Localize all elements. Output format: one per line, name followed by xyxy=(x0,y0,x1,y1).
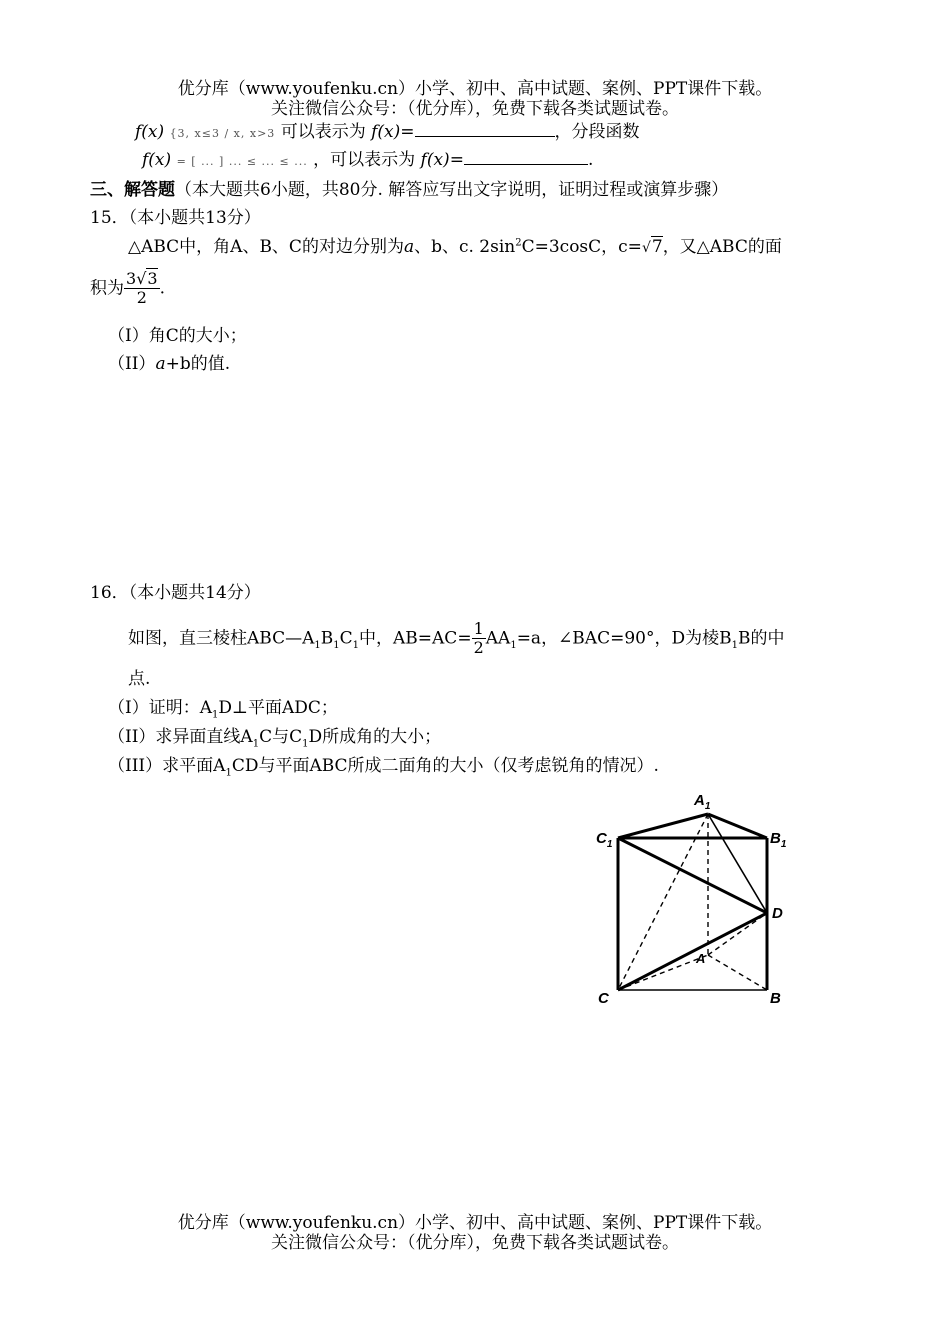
q16-part-1-b: D⊥平面ADC； xyxy=(218,698,338,718)
q16-stem-c: C xyxy=(339,628,353,649)
q16-part-3-b: CD与平面ABC所成二面角的大小（仅考虑锐角的情况）. xyxy=(231,756,659,776)
q16-part-2-sub-1: 1 xyxy=(252,738,260,750)
fill-line-2-end: . xyxy=(587,150,594,170)
q16-stem-line-1 xyxy=(128,620,784,658)
label-c: C xyxy=(598,990,609,1007)
edge-a-b xyxy=(708,955,767,990)
label-c1: $C_1$ xyxy=(596,830,613,850)
prism-figure xyxy=(590,785,800,1010)
fill-line-2-func: f(x)= xyxy=(420,150,464,170)
fill-line-1-end: ，分段函数 xyxy=(554,122,640,142)
edge-c-d xyxy=(618,913,767,990)
q16-sub-3: 1 xyxy=(352,639,360,651)
footer-line-2: 关注微信公众号：（优分库），免费下载各类试题试卷。 xyxy=(271,1233,679,1253)
q15-stem-line-1: △ABC中，角A、B、C的对边分别为a、b、c. $2\sin^2C=3\cos C$，c=√7，又△ABC的面 xyxy=(128,237,782,257)
label-b1: $B_1$ xyxy=(770,830,787,850)
q15-sup: 2 xyxy=(515,237,522,249)
q15-part-1: （I）角C的大小； xyxy=(108,326,247,346)
q15-part-2 xyxy=(108,353,230,375)
q15-part-2-pre: （II） xyxy=(108,354,156,374)
section-note: （本大题共6小题，共80分. 解答应写出文字说明，证明过程或演算步骤） xyxy=(175,180,729,200)
fill-line-1-blank[interactable] xyxy=(415,120,555,137)
q15-stem-line-2 xyxy=(90,270,165,308)
q15-stem-a: △ABC中，角A、B、C的对边分别为 xyxy=(128,237,404,257)
q16-part-2-b: C与C xyxy=(259,727,303,747)
q16-part-2-a: （II）求异面直线A xyxy=(108,727,253,747)
fill-line-2-tail: ，可以表示为 xyxy=(313,150,416,170)
q16-fraction xyxy=(472,620,486,658)
edge-a1-c xyxy=(618,814,708,990)
q16-frac-num: 1 xyxy=(473,619,484,638)
fill-line-1-func: f(x)= xyxy=(371,122,415,142)
q15-var-a: a xyxy=(403,237,415,257)
q16-part-2 xyxy=(108,726,441,750)
fill-line-2-blank[interactable] xyxy=(464,148,588,165)
q16-stem-f: =a，∠BAC=90°，D为棱B xyxy=(516,628,732,649)
q15-area-end: . xyxy=(159,278,165,299)
q16-sub-1: 1 xyxy=(314,639,321,651)
q15-area-fraction: $\frac{3√3}{2}$ xyxy=(126,269,158,308)
q15-area-prefix: 积为 xyxy=(90,278,124,299)
q16-part-1-a: （I）证明：A xyxy=(108,698,212,718)
q15-part-2-var: a xyxy=(155,354,166,374)
q16-part-3 xyxy=(108,755,659,779)
q16-part-1 xyxy=(108,697,338,721)
q16-part-3-sub: 1 xyxy=(225,767,232,779)
edge-a-d xyxy=(708,913,767,955)
section-title: 三、解答题 xyxy=(90,180,175,200)
q15-stem-c: C=3cosC，c= xyxy=(521,237,642,257)
fill-line-1 xyxy=(135,120,640,143)
q15-stem-b: 、b、c. 2sin xyxy=(414,237,516,257)
fill-line-2-prefix: f(x) xyxy=(142,150,172,170)
q16-part-1-sub: 1 xyxy=(212,709,219,721)
q16-stem-b: B xyxy=(320,628,334,649)
q16-number: 16．（本小题共14分） xyxy=(90,583,261,603)
fill-line-1-tail: 可以表示为 xyxy=(280,122,366,142)
q15-sqrt: 7 xyxy=(651,237,663,257)
fill-line-1-prefix: f(x) xyxy=(135,122,165,142)
q15-frac-den: 2 xyxy=(136,288,147,308)
q15-frac-sqrt: 3 xyxy=(147,269,158,288)
label-a1: $A_1$ xyxy=(694,792,711,812)
q16-stem-d: 中，AB=AC= xyxy=(359,628,472,649)
header-line-2: 关注微信公众号：（优分库），免费下载各类试题试卷。 xyxy=(271,99,679,119)
prism-solid-edges xyxy=(618,814,767,990)
q16-part-2-c: D所成角的大小； xyxy=(308,727,442,747)
edge-c1-a1 xyxy=(618,814,708,838)
q16-stem-e: AA xyxy=(485,628,511,649)
edge-a1-b1 xyxy=(708,814,767,838)
q16-part-3-a: （III）求平面A xyxy=(108,756,226,776)
garbled-formula-2: = [ ... ] ... ≤ ... ≤ ... xyxy=(176,155,308,168)
garbled-formula-1: {3, x≤3 / x, x>3 xyxy=(169,127,276,140)
q15-number: 15．（本小题共13分） xyxy=(90,208,261,228)
edge-c-a xyxy=(618,955,708,990)
q16-part-2-sub-2: 1 xyxy=(302,738,309,750)
label-b: B xyxy=(770,990,781,1007)
q16-stem-a: 如图，直三棱柱ABC—A xyxy=(128,628,315,649)
q16-sub-4: 1 xyxy=(510,639,517,651)
label-d: D xyxy=(772,905,783,922)
fill-line-2 xyxy=(142,148,593,171)
header-line-1: 优分库（www.youfenku.cn）小学、初中、高中试题、案例、PPT课件下载。 xyxy=(177,79,773,99)
section-heading xyxy=(90,179,728,201)
q16-sub-2: 1 xyxy=(333,639,340,651)
q16-stem-line-2: 点. xyxy=(128,669,151,689)
q15-stem-d: ，又△ABC的面 xyxy=(662,237,782,257)
label-a: A xyxy=(696,951,706,966)
q16-sub-5: 1 xyxy=(731,639,738,651)
q15-part-2-post: +b的值. xyxy=(165,354,231,374)
q15-frac-coef: 3 xyxy=(126,269,137,288)
footer-line-1: 优分库（www.youfenku.cn）小学、初中、高中试题、案例、PPT课件下载。 xyxy=(177,1213,773,1233)
q16-frac-den: 2 xyxy=(473,638,484,658)
q16-stem-g: B的中 xyxy=(737,628,785,649)
